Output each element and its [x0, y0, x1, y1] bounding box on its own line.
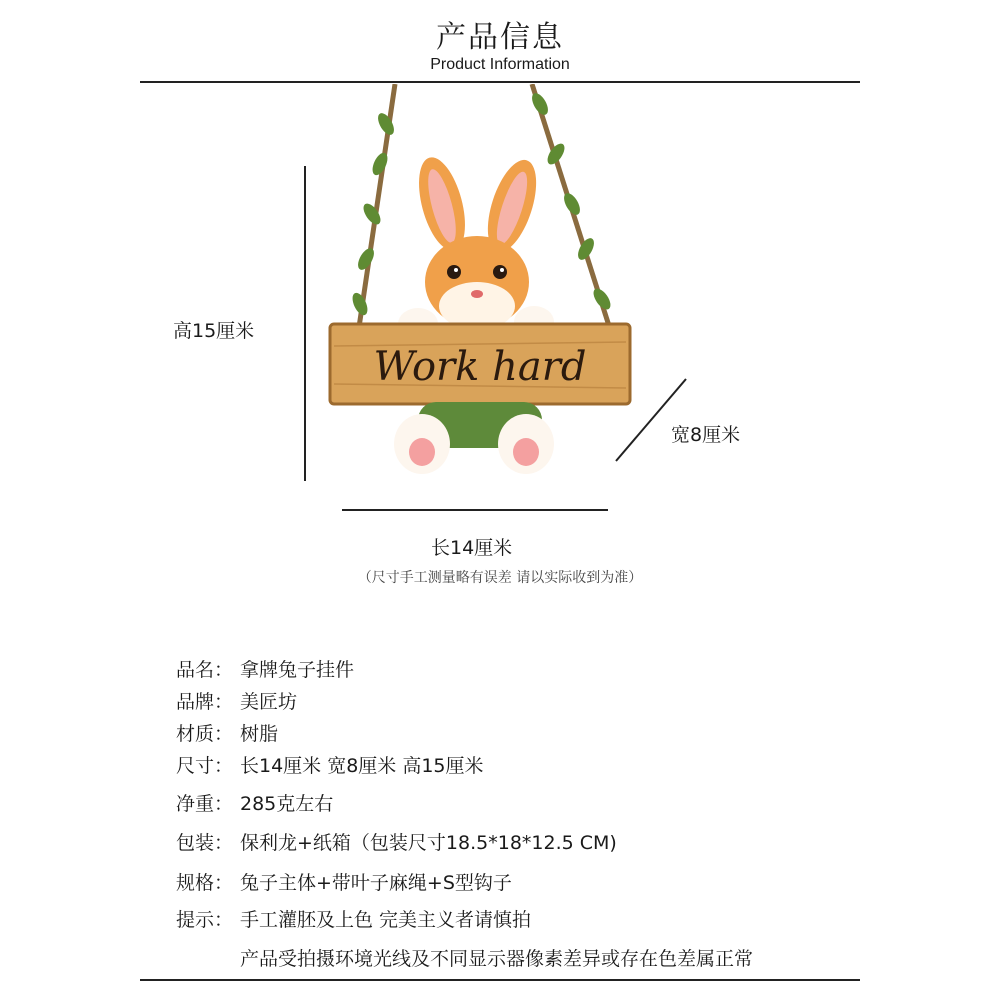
spec-key: 品名：	[176, 659, 234, 681]
spec-value: 树脂	[240, 723, 279, 745]
spec-value: 手工灌胚及上色 完美主义者请慎拍	[240, 909, 532, 931]
length-label: 长14厘米	[431, 537, 513, 559]
height-label: 高15厘米	[173, 320, 255, 342]
height-line	[304, 166, 306, 481]
spec-key: 包装：	[176, 832, 234, 854]
spec-row-weight	[176, 789, 333, 816]
spec-row-tip-extra: 产品受拍摄环境光线及不同显示器像素差异或存在色差属正常	[240, 948, 754, 970]
measurement-note: （尺寸手工测量略有误差 请以实际收到为准）	[357, 570, 643, 586]
spec-key: 规格：	[176, 872, 234, 894]
spec-row-brand	[176, 687, 297, 714]
spec-key: 净重：	[176, 793, 234, 815]
spec-key: 提示：	[176, 909, 234, 931]
spec-key: 尺寸：	[176, 755, 234, 777]
spec-row-name	[176, 655, 354, 682]
page-subtitle: Product Information	[430, 56, 570, 73]
spec-row-tip	[176, 905, 531, 932]
footer-divider	[140, 979, 860, 981]
width-label: 宽8厘米	[671, 424, 741, 446]
sign-text: Work hard	[373, 344, 587, 390]
spec-value: 拿牌兔子挂件	[240, 659, 355, 681]
header-divider	[140, 81, 860, 83]
spec-value: 兔子主体+带叶子麻绳+S型钩子	[240, 872, 512, 894]
spec-key: 材质：	[176, 723, 234, 745]
spec-value: 285克左右	[240, 793, 334, 815]
spec-value: 长14厘米 宽8厘米 高15厘米	[240, 755, 484, 777]
length-line	[342, 509, 608, 511]
spec-row-size	[176, 751, 484, 778]
spec-value: 美匠坊	[240, 691, 298, 713]
product-image	[320, 84, 650, 494]
spec-key: 品牌：	[176, 691, 234, 713]
spec-row-material	[176, 719, 278, 746]
page-title: 产品信息	[436, 20, 564, 55]
spec-row-packaging	[176, 828, 617, 855]
spec-row-spec	[176, 868, 512, 895]
spec-value: 保利龙+纸箱（包装尺寸18.5*18*12.5 CM)	[240, 832, 617, 854]
